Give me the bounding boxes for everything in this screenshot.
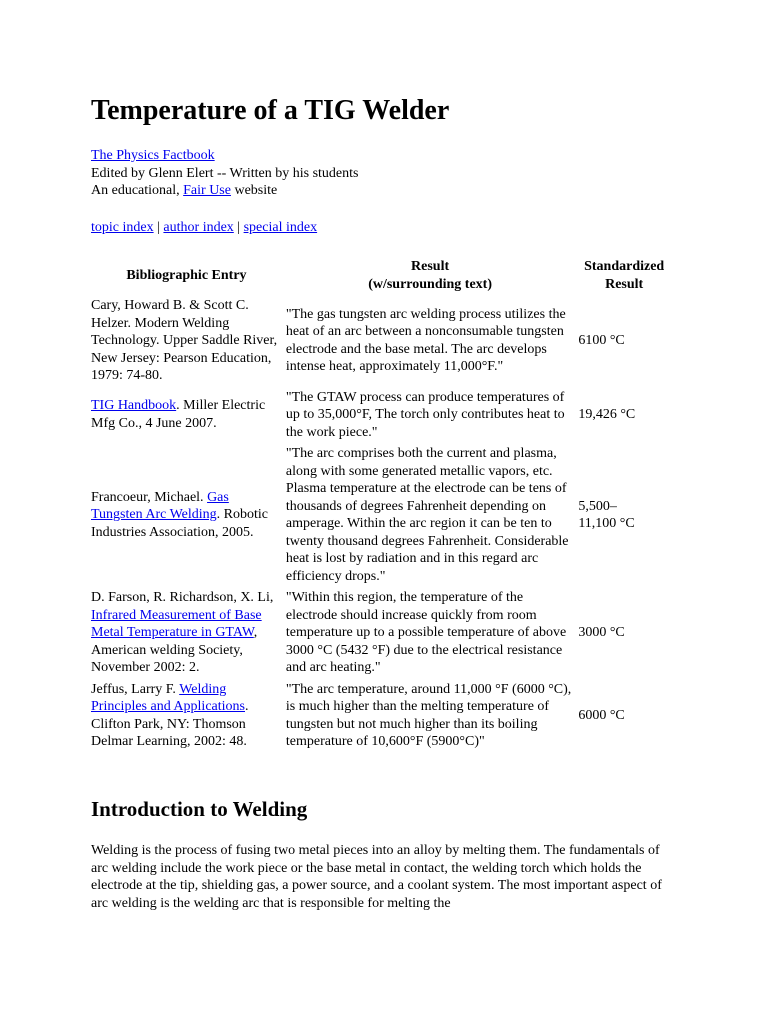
fair-use-link[interactable]: Fair Use (183, 183, 231, 198)
header-result-line2: (w/surrounding text) (368, 276, 492, 292)
author-index-link[interactable]: author index (163, 220, 234, 235)
table-row (90, 296, 671, 386)
gas-tungsten-arc-welding-link[interactable]: Gas Tungsten Arc Welding (91, 489, 229, 523)
index-separator: | (233, 220, 244, 235)
result-cell: "The arc temperature, around 11,000 °F (6000 °C), is much higher than the melting temperature of tungsten but not much higher than its boiling temperature of 10,600°F (5900°C)" (285, 681, 572, 749)
result-cell: "The gas tungsten arc welding process utilizes the heat of an arc between a nonconsumable tungsten electrode and the base metal. The arc develops intense heat, approximately 11,000°F." (285, 306, 566, 375)
standardized-cell: 19,426 °C (578, 407, 636, 422)
header-standardized-line2: Result (605, 276, 644, 292)
intro-paragraph: Welding is the process of fusing two metal pieces into an alloy by melting them. The fundamentals of arc welding include the work piece or the base metal in contact, the welding torch which holds the electrode at the tip, shielding gas, a power source, and a coolant system. The most important aspect of arc welding is the welding arc that is responsible for melting the (91, 843, 662, 911)
entry-citation: . Robotic Industries Association, 2005. (91, 507, 269, 540)
tig-handbook-link[interactable]: TIG Handbook (91, 398, 177, 414)
standardized-cell: 3000 °C (578, 625, 625, 640)
entry-author: Jeffus, Larry F. (91, 681, 180, 697)
result-cell: "The GTAW process can produce temperatures of up to 35,000°F, The torch only contributes heat to the work piece." (285, 389, 565, 440)
table-row (90, 588, 671, 678)
header-result-line1: Result (411, 259, 450, 274)
physics-factbook-link[interactable]: The Physics Factbook (91, 148, 215, 163)
entry-cell (90, 680, 283, 752)
infrared-measurement-link[interactable]: Infrared Measurement of Base Metal Temperature in GTAW (91, 607, 262, 640)
index-links (91, 219, 317, 237)
entry-author: D. Farson, R. Richardson, X. Li, (91, 590, 274, 605)
entry-citation: . Clifton Park, NY: Thomson Delmar Learning, 2002: 48. (91, 699, 249, 749)
standardized-cell (577, 444, 671, 586)
standardized-line2: 11,100 °C (578, 516, 635, 531)
result-cell: "The arc comprises both the current and plasma, along with some generated metallic vapors, etc. Plasma temperature at the electrode can be tens of thousands of degrees Fahrenheit depending on amperage. Within the arc region it can be ten to twenty thousand degrees Fahrenheit. Considerable heat is lost by radiation and in this regard arc efficiency drops." (285, 446, 569, 584)
masthead (91, 147, 676, 200)
section-heading: Introduction to Welding (91, 797, 308, 821)
topic-index-link[interactable]: topic index (91, 220, 154, 235)
header-standardized-result (577, 257, 671, 294)
header-result (285, 257, 575, 294)
table-header-row (90, 257, 671, 294)
table-row (90, 680, 671, 752)
result-cell: "Within this region, the temperature of the electrode should increase quickly from room temperature up to a possible temperature of above 3000 °C (5432 °F) due to the electrical resistance and arc heating." (285, 590, 567, 675)
website-suffix: website (230, 183, 278, 198)
entry-cell (90, 444, 283, 586)
header-standardized-line1: Standardized (584, 259, 665, 274)
standardized-cell: 6000 °C (578, 707, 625, 723)
educational-prefix: An educational, (91, 183, 184, 198)
standardized-line1: 5,500– (578, 498, 617, 514)
entry-citation: . Miller Electric Mfg Co., 4 June 2007. (91, 398, 266, 431)
table-row (90, 444, 671, 586)
entry-cell (90, 388, 283, 443)
entry-citation: , American welding Society, November 2002: 2. (91, 625, 258, 675)
header-bibliographic-entry: Bibliographic Entry (126, 267, 247, 283)
standardized-cell: 6100 °C (578, 333, 625, 348)
entry-cell: Cary, Howard B. & Scott C. Helzer. Modern Welding Technology. Upper Saddle River, New Jersey: Pearson Education, 1979: 74-80. (91, 298, 278, 383)
edited-by-line: Edited by Glenn Elert -- Written by his students (91, 165, 359, 181)
special-index-link[interactable]: special index (243, 220, 318, 235)
table-row (90, 388, 671, 443)
fair-use-line (91, 182, 676, 200)
entry-author: Francoeur, Michael. (91, 489, 208, 505)
index-separator: | (153, 220, 164, 235)
welding-principles-link[interactable]: Welding Principles and Applications (91, 681, 245, 714)
bibliography-table (88, 255, 673, 754)
entry-cell (90, 588, 283, 678)
page-title: Temperature of a TIG Welder (91, 95, 450, 126)
